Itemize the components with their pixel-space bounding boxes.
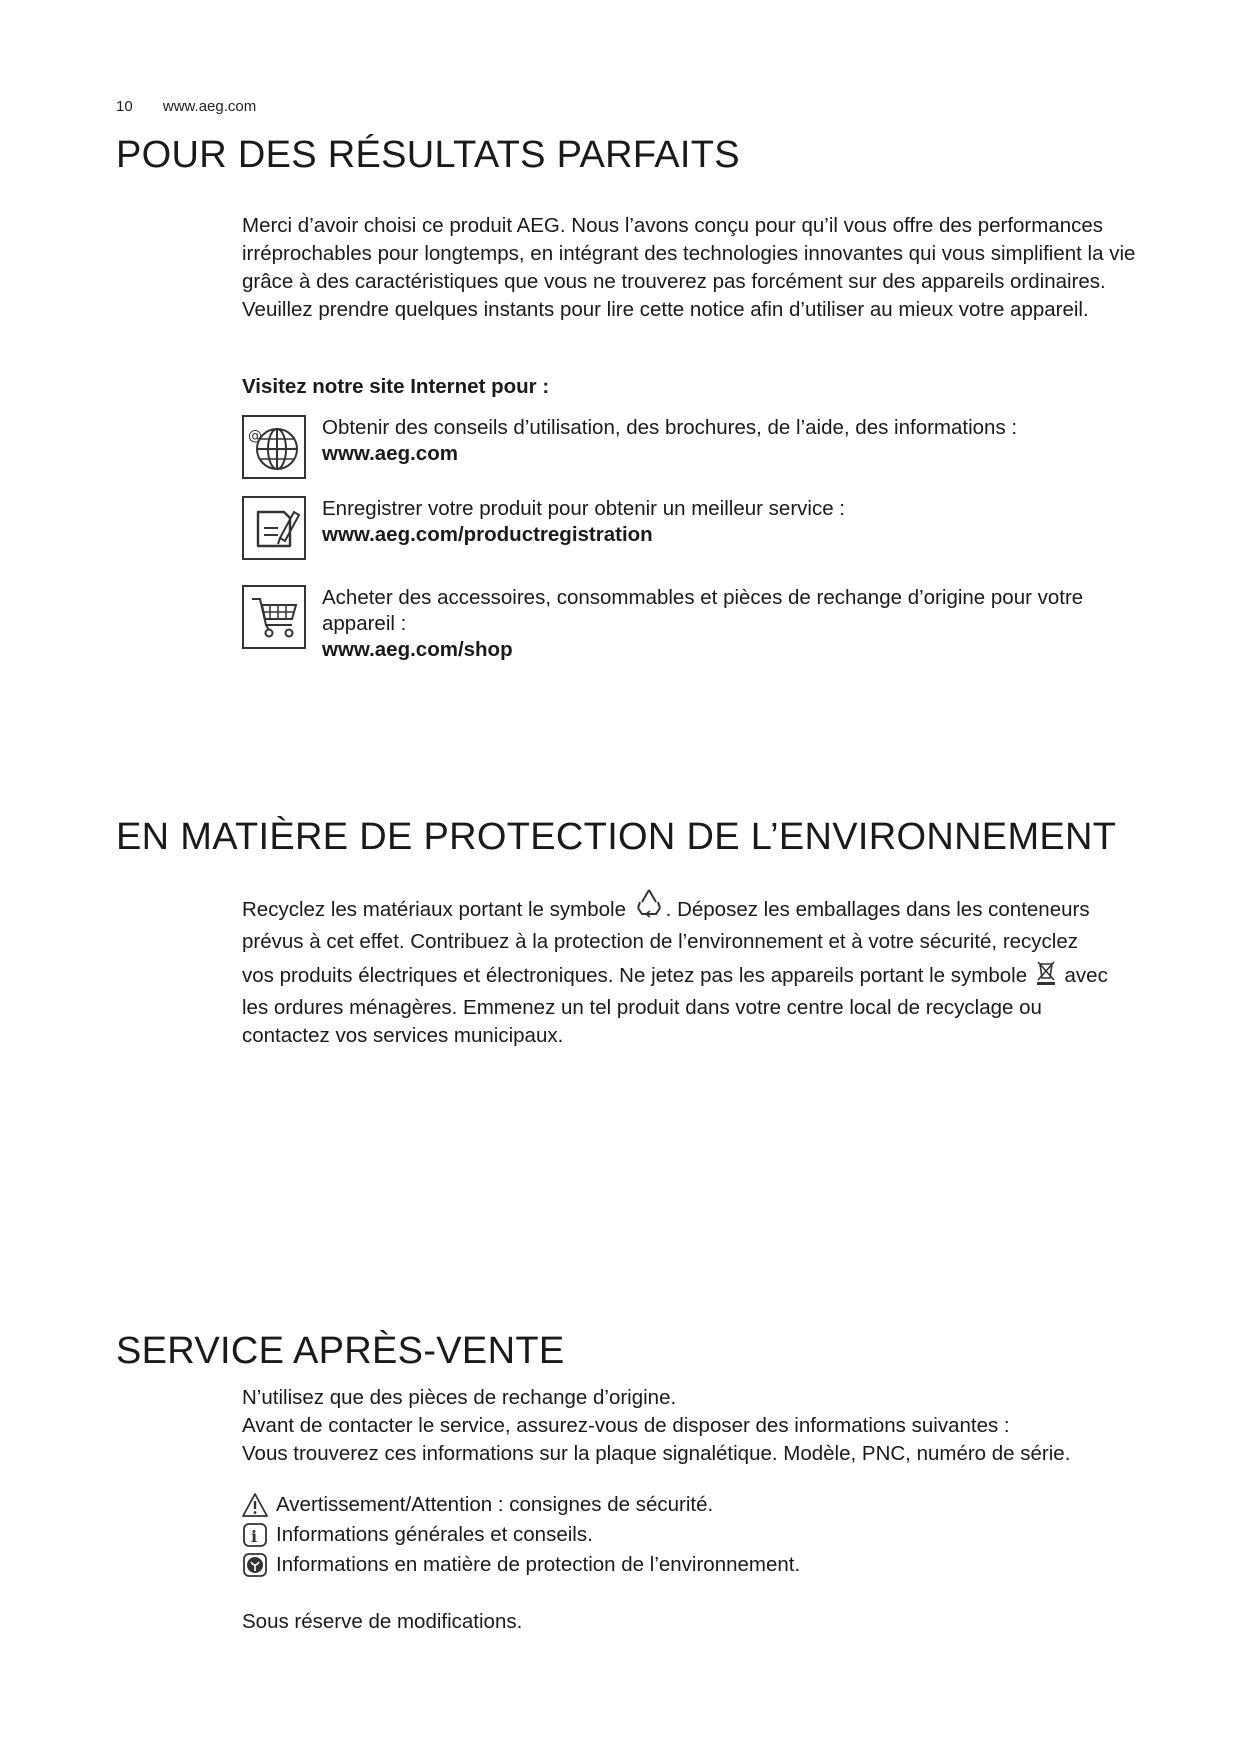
legend-warning	[242, 1490, 800, 1520]
legend-warning-text: Avertissement/Attention : consignes de sécurité.	[276, 1493, 714, 1516]
section-title-service: SERVICE APRÈS-VENTE	[116, 1330, 565, 1372]
page-header	[116, 98, 256, 115]
environment-icon	[242, 1552, 268, 1578]
header-website[interactable]: www.aeg.com	[162, 98, 257, 115]
legend-environment	[242, 1550, 800, 1580]
info-text: Obtenir des conseils d’utilisation, des brochures, de l’aide, des informations :	[322, 416, 1018, 439]
weee-bin-icon	[1033, 956, 1059, 994]
registration-text: Enregistrer votre produit pour obtenir un meilleur service :	[322, 497, 845, 520]
service-paragraph	[242, 1384, 1162, 1468]
environment-paragraph	[242, 886, 1112, 1050]
shop-text: Acheter des accessoires, consommables et pièces de rechange d’origine pour votre appareil :	[322, 586, 1084, 635]
svg-text:@: @	[248, 428, 262, 444]
link-aeg[interactable]: www.aeg.com	[322, 442, 458, 465]
globe-icon	[242, 415, 306, 479]
legend-info-text: Informations générales et conseils.	[276, 1523, 593, 1546]
link-shop[interactable]: www.aeg.com/shop	[322, 638, 513, 661]
environment-text-c: avec les ordures ménagères. Emmenez un tel produit dans votre centre local de recyclage ou contactez vos services municipaux.	[242, 964, 1108, 1047]
footer-note: Sous réserve de modifications.	[242, 1610, 523, 1633]
intro-paragraph: Merci d’avoir choisi ce produit AEG. Nous l’avons conçu pour qu’il vous offre des performances irréprochables pour longtemps, en intégrant des technologies innovantes qui vous simplifient la vie grâce à des caractéristiques que vous ne trouverez pas forcément sur des appareils ordinaires. Veuillez prendre quelques instants pour lire cette notice afin d’utiliser au mieux votre appareil.	[242, 214, 1136, 321]
list-item-shop	[242, 585, 1142, 665]
info-icon	[242, 1522, 268, 1548]
svg-text:i: i	[251, 1527, 258, 1546]
service-line-2: Avant de contacter le service, assurez-vous de disposer des informations suivantes :	[242, 1414, 1010, 1437]
warning-icon	[242, 1492, 268, 1518]
shopping-cart-icon	[242, 585, 306, 649]
service-line-3: Vous trouverez ces informations sur la plaque signalétique. Modèle, PNC, numéro de série.	[242, 1442, 1071, 1465]
environment-text-b: . Déposez les emballages dans les conteneurs prévus à cet effet. Contribuez à la protection de l’environnement et à votre sécurité, recyclez vos produits électriques et électroniques. Ne jetez pas les appareils portant le symbole	[242, 898, 1090, 987]
legend-environment-text: Informations en matière de protection de l’environnement.	[276, 1553, 801, 1576]
list-item-info	[242, 415, 1142, 481]
registration-icon	[242, 496, 306, 560]
list-item-registration	[242, 496, 1142, 562]
section-title-environment: EN MATIÈRE DE PROTECTION DE L’ENVIRONNEMENT	[116, 816, 1117, 858]
recycle-icon	[632, 886, 666, 928]
service-line-1: N’utilisez que des pièces de rechange d’origine.	[242, 1386, 677, 1409]
legend-info	[242, 1520, 800, 1550]
section-title-results: POUR DES RÉSULTATS PARFAITS	[116, 134, 740, 176]
page-number: 10	[116, 98, 133, 115]
link-registration[interactable]: www.aeg.com/productregistration	[322, 523, 653, 546]
visit-heading: Visitez notre site Internet pour :	[242, 375, 550, 398]
symbol-legend	[242, 1490, 800, 1580]
environment-text-a: Recyclez les matériaux portant le symbole	[242, 898, 626, 921]
